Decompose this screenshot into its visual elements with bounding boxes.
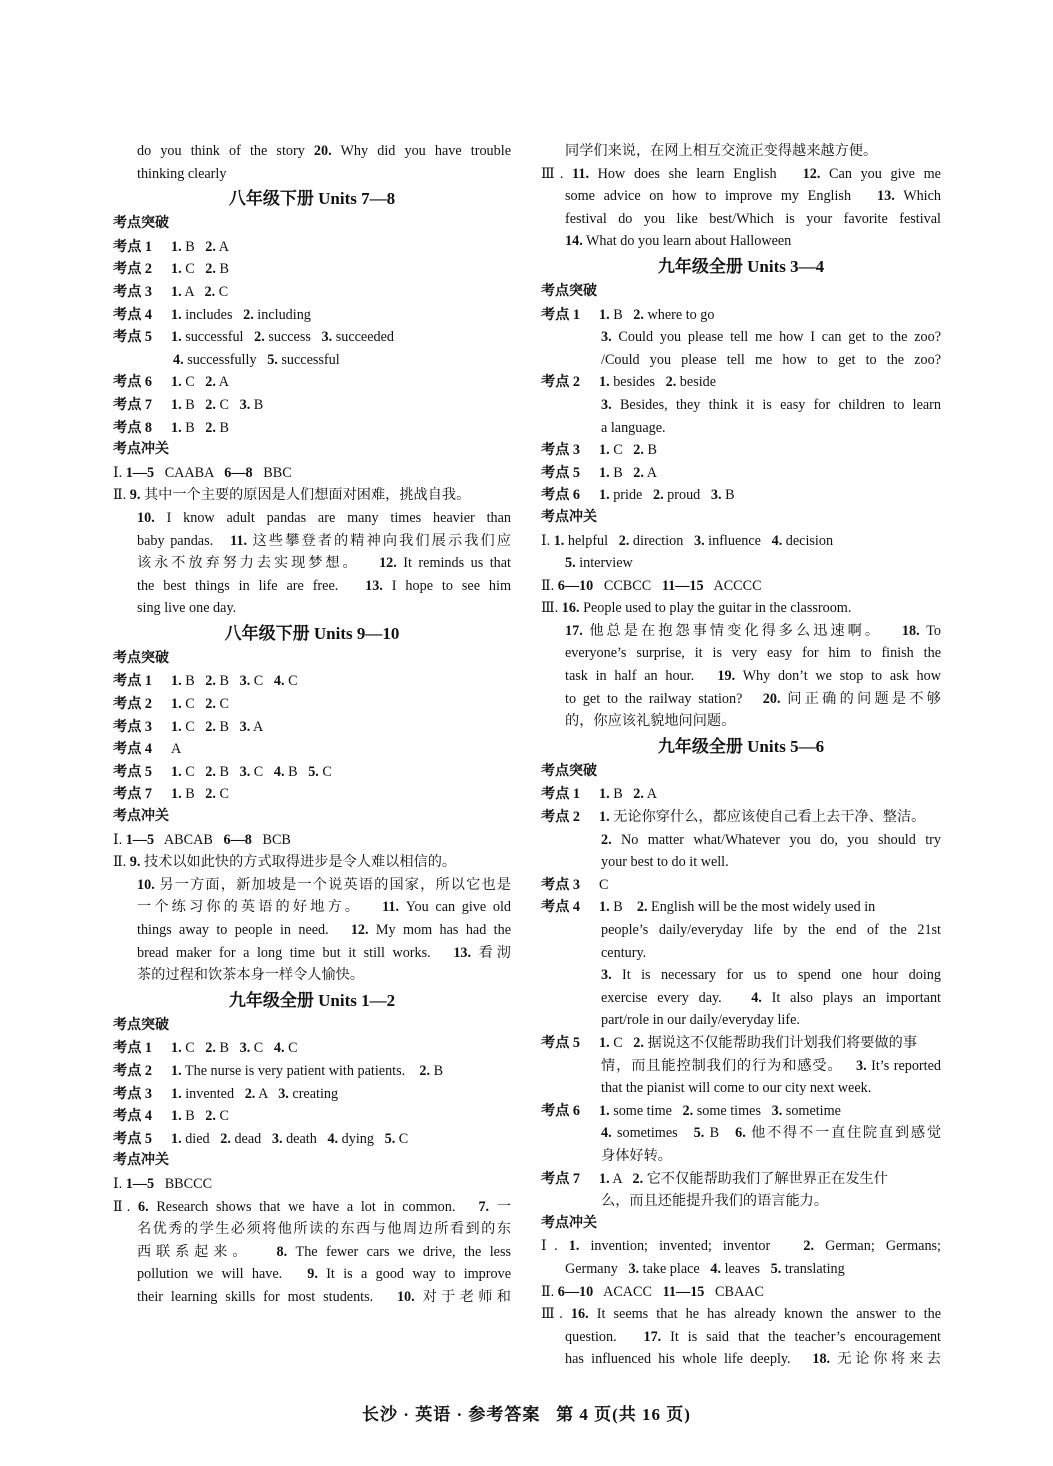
answer-text: 1. successful 2. success 3. succeeded bbox=[171, 329, 395, 346]
answer-line: 14. What do you learn about Halloween bbox=[565, 233, 792, 250]
point-label: 考点 3 bbox=[541, 442, 581, 459]
answer-line: 3. It is necessary for us to spend one hour doing bbox=[601, 967, 941, 984]
answer-line: task in half an hour. 19. Why don’t we stop to ask how bbox=[565, 668, 941, 685]
answer-text: 1. includes 2. including bbox=[171, 306, 311, 323]
point-label: 考点 3 bbox=[541, 876, 581, 893]
answer-line: Ⅰ. 1—5 BBCCC bbox=[113, 1175, 213, 1192]
answer-line: Ⅱ. 9. 技术以如此快的方式取得进步是令人难以相信的。 bbox=[113, 854, 457, 871]
answer-line: 4. sometimes 5. B 6. 他不得不一直住院直到感觉 bbox=[601, 1125, 941, 1142]
subsection-heading: 考点冲关 bbox=[113, 809, 169, 825]
answer-text: 1. 无论你穿什么，都应该使自己看上去干净、整洁。 bbox=[599, 809, 926, 826]
answer-text: 1. B 2. where to go bbox=[599, 306, 715, 323]
answer-text: 1. B 2. B 3. C 4. C bbox=[171, 673, 298, 690]
answer-line bbox=[541, 462, 941, 485]
section-title: 九年级全册 Units 5—6 bbox=[657, 736, 825, 756]
answer-line: Ⅰ. 1. helpful 2. direction 3. influence 4. decision bbox=[541, 532, 834, 549]
point-label: 考点 6 bbox=[541, 1102, 581, 1119]
answer-line: do you think of the story 20. Why did you have trouble bbox=[137, 143, 511, 159]
point-label: 考点 1 bbox=[541, 306, 581, 323]
point-label: 考点 7 bbox=[113, 396, 153, 413]
answer-line: 身体好转。 bbox=[601, 1147, 672, 1164]
answer-line: a language. bbox=[601, 419, 666, 436]
answer-line: some advice on how to improve my English 13. Which bbox=[565, 188, 941, 205]
answer-line: to get to the railway station? 20. 问正确的问题是不够 bbox=[565, 690, 941, 707]
point-label: 考点 1 bbox=[113, 238, 153, 255]
answer-text: 1. B 2. A bbox=[599, 786, 657, 803]
left-column bbox=[113, 140, 511, 1309]
answer-line: 一个练习你的英语的好地方。 11. You can give old bbox=[137, 899, 511, 916]
answer-line: their learning skills for most students. 10. 对于老师和 bbox=[137, 1288, 511, 1305]
point-label: 考点 7 bbox=[541, 1170, 581, 1187]
answer-line: 3. Besides, they think it is easy for children to learn bbox=[601, 396, 941, 413]
answer-text: A bbox=[171, 741, 182, 758]
answer-line: /Could you please tell me how to get to the zoo? bbox=[601, 351, 941, 368]
point-label: 考点 5 bbox=[113, 329, 153, 346]
answer-line: Germany 3. take place 4. leaves 5. translating bbox=[565, 1260, 845, 1277]
section-title: 八年级下册 Units 7—8 bbox=[228, 189, 396, 209]
answer-line bbox=[113, 783, 511, 806]
right-column bbox=[541, 140, 941, 1371]
answer-text: 1. The nurse is very patient with patients. 2. B bbox=[171, 1062, 444, 1079]
answer-text: 1. B 2. C bbox=[171, 786, 229, 803]
answer-line: 17. 他总是在抱怨事情变化得多么迅速啊。 18. To bbox=[565, 622, 941, 639]
answer-line: baby pandas. 11. 这些攀登者的精神向我们展示我们应 bbox=[137, 532, 511, 549]
answer-line bbox=[113, 1083, 511, 1106]
answer-text: 1. B 2. A bbox=[599, 464, 657, 481]
answer-line bbox=[541, 1100, 941, 1123]
answer-line: has influenced his whole life deeply. 18. 无论你将来去 bbox=[565, 1351, 941, 1368]
answer-line: bread maker for a long time but it still works. 13. 看沏 bbox=[137, 944, 511, 961]
answer-line bbox=[541, 1032, 941, 1055]
answer-line: Ⅰ. 1. invention; invented; inventor 2. German; Germans; bbox=[541, 1238, 941, 1255]
answer-line: 的，你应该礼貌地问问题。 bbox=[565, 713, 736, 730]
answer-line: everyone’s surprise, it is very easy for him to finish the bbox=[565, 645, 941, 662]
answer-text: 1. C 2. A bbox=[171, 374, 229, 391]
point-label: 考点 4 bbox=[113, 1108, 153, 1125]
answer-text: 1. died 2. dead 3. death 4. dying 5. C bbox=[171, 1130, 409, 1147]
point-label: 考点 1 bbox=[113, 673, 153, 690]
answer-line: festival do you like best/Which is your favorite festival bbox=[565, 210, 941, 227]
answer-line: thinking clearly bbox=[137, 165, 227, 182]
answer-line: pollution we will have. 9. It is a good way to improve bbox=[137, 1266, 511, 1283]
answer-line bbox=[113, 371, 511, 394]
answer-line: that the pianist will come to our city next week. bbox=[601, 1080, 872, 1097]
point-label: 考点 5 bbox=[541, 1034, 581, 1051]
answer-line: 茶的过程和饮茶本身一样令人愉快。 bbox=[137, 967, 365, 984]
answer-line: Ⅰ. 1—5 CAABA 6—8 BBC bbox=[113, 464, 292, 481]
point-label: 考点 4 bbox=[113, 741, 153, 758]
section-title: 九年级全册 Units 3—4 bbox=[657, 256, 825, 276]
answer-line: question. 17. It is said that the teacher’s encouragement bbox=[565, 1328, 941, 1345]
answer-line: Ⅲ. 16. People used to play the guitar in the classroom. bbox=[541, 600, 852, 617]
answer-line: 2. No matter what/Whatever you do, you should try bbox=[601, 831, 941, 848]
answer-text: 1. C 2. B 3. C 4. C bbox=[171, 1040, 298, 1057]
answer-text: 1. B 2. English will be the most widely used in bbox=[599, 899, 876, 916]
answer-line: century. bbox=[601, 944, 647, 961]
answer-text: C bbox=[599, 876, 609, 893]
answer-line bbox=[541, 439, 941, 462]
point-label: 考点 2 bbox=[541, 374, 581, 391]
answer-text: 1. B 2. C bbox=[171, 1108, 229, 1125]
answer-line bbox=[113, 394, 511, 417]
answer-line: 西联系起来。 8. The fewer cars we drive, the less bbox=[137, 1243, 511, 1260]
point-label: 考点 4 bbox=[541, 899, 581, 916]
answer-line bbox=[113, 236, 511, 259]
answer-line: 5. interview bbox=[565, 555, 633, 572]
subsection-heading: 考点冲关 bbox=[541, 1215, 597, 1231]
answer-line bbox=[113, 417, 511, 440]
answer-line bbox=[113, 738, 511, 761]
answer-line bbox=[113, 1128, 511, 1151]
answer-line: people’s daily/everyday life by the end of the 21st bbox=[601, 922, 941, 938]
answer-line bbox=[541, 896, 941, 919]
answer-line: Ⅲ. 16. It seems that he has already known the answer to the bbox=[541, 1306, 941, 1323]
answer-line: things away to people in need. 12. My mom has had the bbox=[137, 922, 511, 938]
subsection-heading: 考点冲关 bbox=[541, 509, 597, 525]
subsection-heading: 考点突破 bbox=[113, 216, 169, 232]
section-title: 八年级下册 Units 9—10 bbox=[224, 623, 400, 643]
point-label: 考点 2 bbox=[113, 1062, 153, 1079]
answer-text: 1. C 2. B bbox=[171, 261, 229, 278]
answer-line: your best to do it well. bbox=[601, 854, 729, 871]
answer-text: 1. C 2. B 3. C 4. B 5. C bbox=[171, 763, 332, 780]
answer-line: 名优秀的学生必须将他所读的东西与他周边所看到的东 bbox=[137, 1221, 511, 1238]
answer-text: 1. C 2. B bbox=[599, 442, 657, 459]
answer-line bbox=[113, 1037, 511, 1060]
answer-line: 10. I know adult pandas are many times heavier than bbox=[137, 509, 511, 526]
answer-line bbox=[113, 326, 511, 349]
answer-line bbox=[541, 806, 941, 829]
point-label: 考点 3 bbox=[113, 283, 153, 300]
subsection-heading: 考点突破 bbox=[113, 1017, 169, 1033]
point-label: 考点 7 bbox=[113, 786, 153, 803]
answer-text: 1. invented 2. A 3. creating bbox=[171, 1085, 339, 1102]
answer-line bbox=[113, 1105, 511, 1128]
answer-line: Ⅱ. 6—10 ACACC 11—15 CBAAC bbox=[541, 1283, 764, 1300]
point-label: 考点 5 bbox=[113, 1130, 153, 1147]
point-label: 考点 3 bbox=[113, 1085, 153, 1102]
answer-line: part/role in our daily/everyday life. bbox=[601, 1012, 800, 1029]
answer-line: 4. successfully 5. successful bbox=[173, 351, 340, 368]
answer-text: 1. B 2. B bbox=[171, 419, 229, 436]
point-label: 考点 4 bbox=[113, 306, 153, 323]
answer-line: 该永不放弃努力去实现梦想。 12. It reminds us that bbox=[137, 555, 511, 572]
answer-line: exercise every day. 4. It also plays an important bbox=[601, 989, 941, 1006]
subsection-heading: 考点突破 bbox=[541, 763, 597, 779]
answer-text: 1. C 2. B 3. A bbox=[171, 718, 264, 735]
point-label: 考点 2 bbox=[541, 809, 581, 826]
answer-text: 1. besides 2. beside bbox=[599, 374, 717, 391]
answer-line: the best things in life are free. 13. I hope to see him bbox=[137, 577, 511, 594]
point-label: 考点 1 bbox=[541, 786, 581, 803]
answer-line bbox=[541, 1168, 941, 1191]
answer-text: 1. some time 2. some times 3. sometime bbox=[599, 1102, 841, 1119]
answer-line bbox=[541, 484, 941, 507]
answer-line bbox=[541, 783, 941, 806]
answer-text: 1. A 2. 它不仅能帮助我们了解世界正在发生什 bbox=[599, 1170, 888, 1187]
section-title: 九年级全册 Units 1—2 bbox=[228, 990, 396, 1010]
answer-text: 1. C 2. 据说这不仅能帮助我们计划我们将要做的事 bbox=[599, 1034, 918, 1051]
point-label: 考点 6 bbox=[541, 487, 581, 504]
answer-text: 1. C 2. C bbox=[171, 696, 229, 713]
answer-line: 10. 另一方面，新加坡是一个说英语的国家，所以它也是 bbox=[137, 876, 511, 893]
point-label: 考点 3 bbox=[113, 718, 153, 735]
subsection-heading: 考点冲关 bbox=[113, 1153, 169, 1169]
point-label: 考点 5 bbox=[113, 763, 153, 780]
answer-line bbox=[113, 258, 511, 281]
answer-line: Ⅲ. 11. How does she learn English 12. Can you give me bbox=[541, 165, 941, 182]
answer-text: 1. pride 2. proud 3. B bbox=[599, 487, 735, 504]
answer-line bbox=[113, 1060, 511, 1083]
answer-line bbox=[113, 716, 511, 739]
answer-line: 情，而且能控制我们的行为和感受。 3. It’s reported bbox=[601, 1057, 941, 1074]
answer-line: Ⅰ. 1—5 ABCAB 6—8 BCB bbox=[113, 831, 291, 848]
point-label: 考点 6 bbox=[113, 374, 153, 391]
answer-line bbox=[113, 281, 511, 304]
answer-line: Ⅱ. 6. Research shows that we have a lot in common. 7. 一 bbox=[113, 1198, 511, 1215]
answer-text: 1. B 2. C 3. B bbox=[171, 396, 264, 413]
subsection-heading: 考点突破 bbox=[541, 283, 597, 299]
answer-line: 同学们来说，在网上相互交流正变得越来越方便。 bbox=[565, 143, 878, 159]
page-footer: 长沙 · 英语 · 参考答案 第 4 页(共 16 页) bbox=[362, 1405, 691, 1424]
answer-text: 1. A 2. C bbox=[171, 283, 229, 300]
answer-line bbox=[541, 371, 941, 394]
answer-line: Ⅱ. 6—10 CCBCC 11—15 ACCCC bbox=[541, 577, 762, 594]
point-label: 考点 5 bbox=[541, 464, 581, 481]
point-label: 考点 2 bbox=[113, 261, 153, 278]
answer-line: sing live one day. bbox=[137, 600, 237, 617]
point-label: 考点 1 bbox=[113, 1040, 153, 1057]
point-label: 考点 2 bbox=[113, 696, 153, 713]
subsection-heading: 考点突破 bbox=[113, 650, 169, 666]
answer-line bbox=[541, 874, 941, 897]
answer-text: 1. B 2. A bbox=[171, 238, 229, 255]
subsection-heading: 考点冲关 bbox=[113, 442, 169, 458]
answer-line: 么，而且还能提升我们的语言能力。 bbox=[601, 1193, 829, 1210]
answer-line bbox=[113, 304, 511, 327]
answer-line bbox=[113, 670, 511, 693]
answer-line bbox=[113, 693, 511, 716]
answer-line bbox=[113, 761, 511, 784]
point-label: 考点 8 bbox=[113, 419, 153, 436]
answer-line bbox=[541, 304, 941, 327]
answer-line: Ⅱ. 9. 其中一个主要的原因是人们想面对困难，挑战自我。 bbox=[113, 487, 471, 504]
answer-line: 3. Could you please tell me how I can get to the zoo? bbox=[601, 329, 941, 346]
